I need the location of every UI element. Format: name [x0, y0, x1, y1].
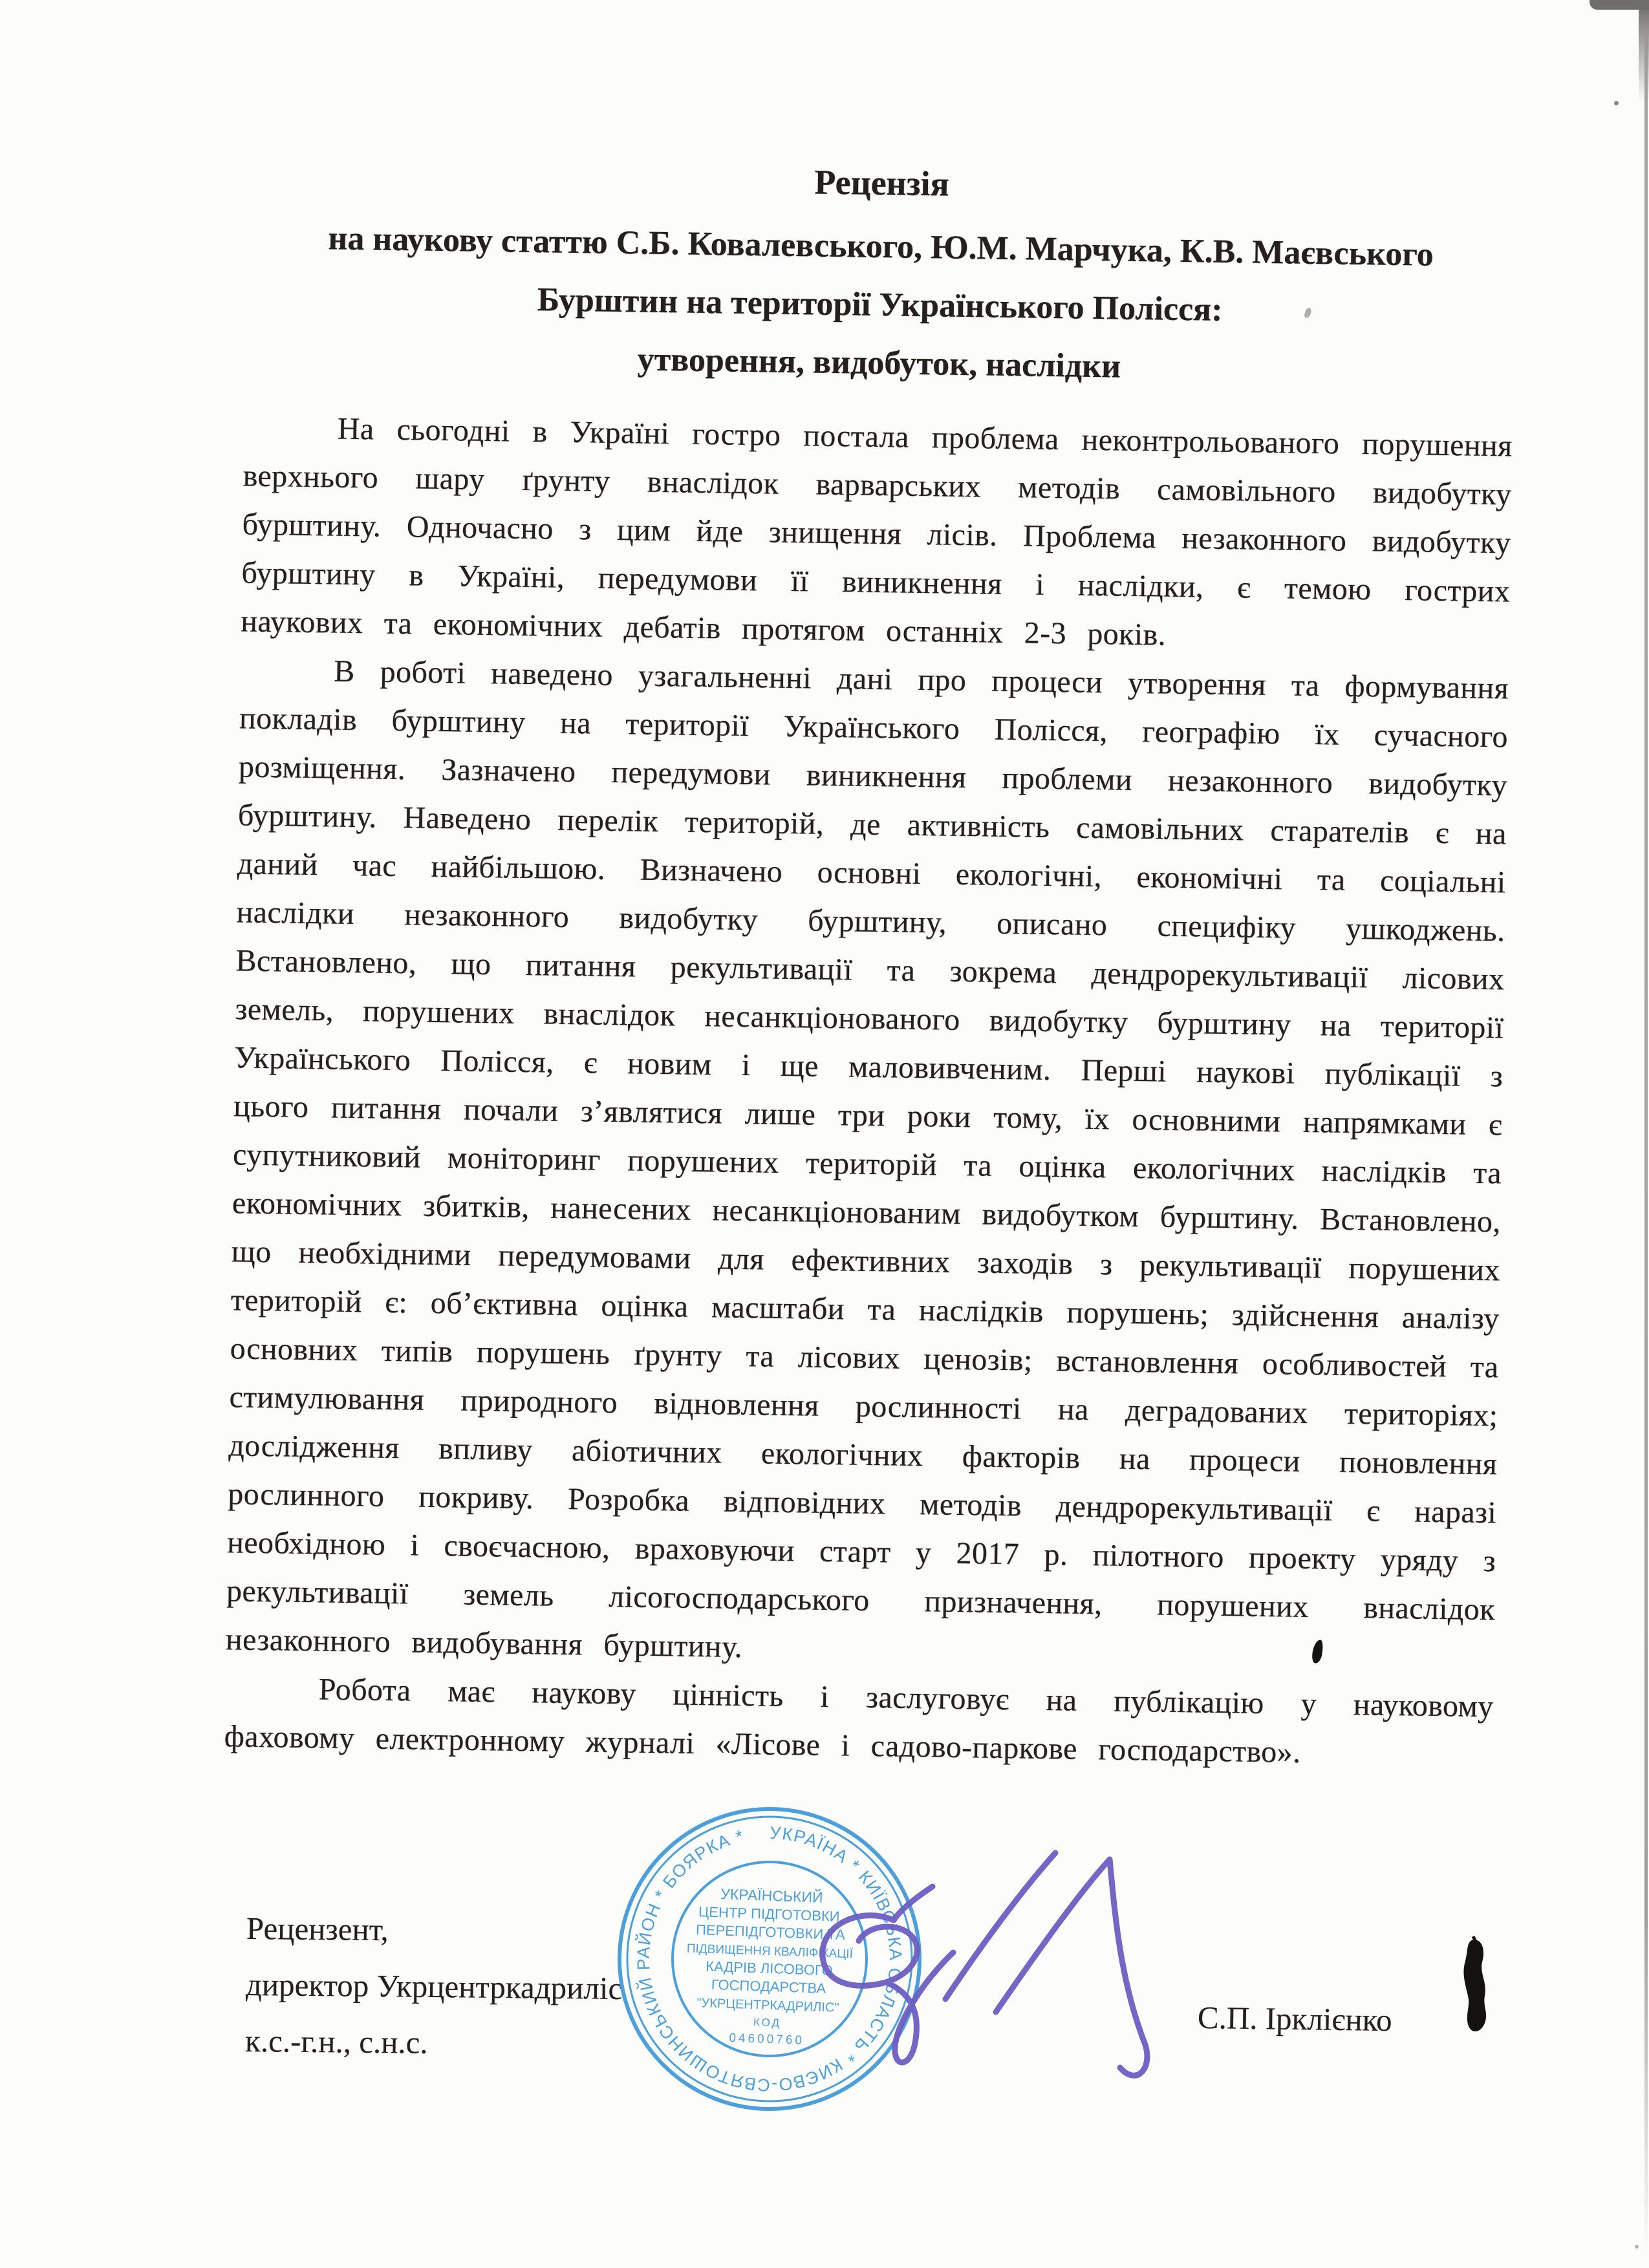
- document-body: [224, 153, 1516, 1779]
- subtitle-authors: на наукову статтю С.Б. Ковалевського, Ю.М. Марчука, К.В. Маєвського: [328, 220, 1434, 273]
- signature-stroke-loop: [823, 1916, 917, 1986]
- ink-blot-shape: [1463, 1940, 1486, 2031]
- stamp-ring-text: УКРАЇНА * КИЇВСЬКА ОБЛАСТЬ * КИЄВО-СВЯТОШИНСЬКИЙ РАЙОН * БОЯРКА *: [633, 1823, 906, 2095]
- signature-stroke-riser-1: [945, 1853, 1055, 1999]
- signature-stroke-tail: [1110, 1859, 1147, 2075]
- stamp-line-code-number: 04600760: [729, 2031, 805, 2048]
- reviewer-role: Рецензент,: [246, 1910, 389, 1948]
- stamp-line-5: КАДРІВ ЛІСОВОГО: [705, 1958, 834, 1979]
- page-title: Рецензія: [814, 162, 950, 204]
- reviewer-position: директор Укрцентркадриліс: [245, 1966, 623, 2007]
- stamp-line-6: ГОСПОДАРСТВА: [711, 1976, 826, 1997]
- stamp-line-7: "УКРЦЕНТРКАДРИЛІС": [696, 1996, 839, 2015]
- stamp-line-3: ПЕРЕПІДГОТОВКИ ТА: [695, 1921, 846, 1943]
- stamp-line-1: УКРАЇНСЬКИЙ: [720, 1885, 823, 1906]
- signature-stroke-descender: [886, 1952, 953, 2062]
- signature-stroke-lead: [894, 1887, 932, 1920]
- scan-edge-right-line: [1644, 36, 1648, 2253]
- ink-blot: [1447, 1936, 1505, 2040]
- stamp-line-4: ПІДВИЩЕННЯ КВАЛІФІКАЦІЇ: [686, 1942, 854, 1962]
- handwritten-signature: [782, 1830, 1209, 2114]
- signature-stroke-riser-2: [996, 1859, 1110, 2012]
- subtitle-article-topic: Бурштин на території Українського Полісся:: [537, 281, 1223, 328]
- paragraph-1: На сьогодні в Україні гостро постала проблема неконтрольованого порушення верхнього шару ґрунту внаслідок варварських методів самовільного видобутку бурштину. Одночасно з цим йде знищення лісів. Проблема незаконного видобутку бурштину в Україні, передумови її виникнення і наслідки, є темою гострих наукових та економічних дебатів протягом останніх 2-3 років.: [240, 411, 1513, 652]
- stamp-line-code-label: КОД: [753, 2016, 782, 2029]
- reviewer-signature-block: [245, 1900, 623, 2073]
- scan-artifact-dot: [1614, 101, 1619, 105]
- scan-artifact-faint-dot: [1635, 2245, 1639, 2249]
- stamp-line-2: ЦЕНТР ПІДГОТОВКИ,: [698, 1903, 845, 1925]
- paragraph-3: Робота має наукову цінність і заслуговує на публікацію у науковому фаховому електронному журналі «Лісове і садово-паркове господарство».: [224, 1672, 1494, 1770]
- paragraph-2: В роботі наведено узагальненні дані про процеси утворення та формування покладів бурштину на території Українського Полісся, географію їх сучасного розміщення. Зазначено передумови виникнення проблеми незаконного видобутку бурштину. Наведено перелік територій, де активність самовільних старателів є на даний час найбільшою. Визначено основні екологічні, економічні та соціальні наслідки незаконного видобутку бурштину, описано специфіку ушкоджень. Встановлено, що питання рекультивації та зокрема дендрорекультивації лісових земель, порушених внаслідок несанкціонованого видобутку бурштину на території Українського Полісся, є новим і ще маловивченим. Перші наукові публікації з цього питання почали з’являтися лише три роки тому, їх основними напрямками є супутниковий моніторинг порушених територій та оцінка екологічних наслідків та економічних збитків, нанесених несанкціонованим видобутком бурштину. Встановлено, що необхідними передумовами для ефективних заходів з рекультивації порушених територій є: об’єктивна оцінка масштаби та наслідків порушень; здійснення аналізу основних типів порушень ґрунту та лісових ценозів; встановлення особливостей та стимулювання природного відновлення рослинності на деградованих територіях; дослідження впливу абіотичних екологічних факторів на процеси поновлення рослинного покриву. Розробка відповідних методів дендрорекультивації є наразі необхідною і своєчасною, враховуючи старт у 2017 р. пілотного проекту уряду з рекультивації земель лісогосподарського призначення, порушених внаслідок незаконного видобування бурштину.: [225, 654, 1509, 1665]
- reviewer-degree: к.с.-г.н., с.н.с.: [244, 2022, 429, 2060]
- subtitle-article-topic-2: утворення, видобуток, наслідки: [637, 341, 1121, 385]
- reviewer-name: С.П. Ірклієнко: [1197, 1999, 1392, 2038]
